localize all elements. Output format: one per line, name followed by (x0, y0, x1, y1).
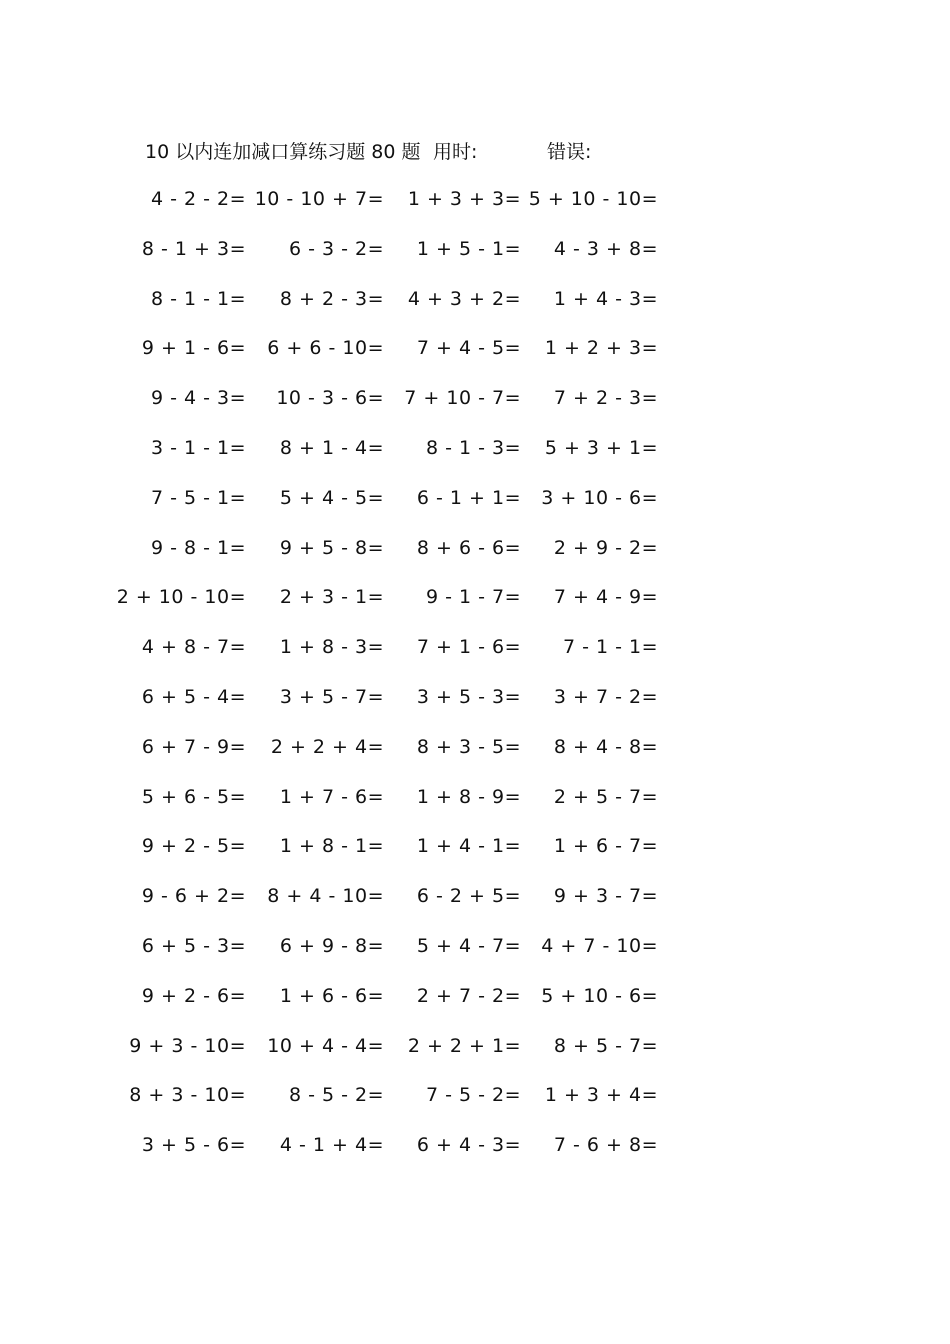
math-problem: 5 + 6 - 5= (141, 786, 246, 808)
math-problem: 2 + 5 - 7= (553, 786, 658, 808)
math-problem: 6 - 3 - 2= (288, 238, 384, 260)
math-problem: 7 + 4 - 5= (416, 337, 521, 359)
math-problem: 8 - 1 - 3= (425, 437, 521, 459)
math-problem: 8 + 1 - 4= (279, 437, 384, 459)
math-problem: 8 - 1 - 1= (150, 288, 246, 310)
math-problem: 10 - 10 + 7= (254, 188, 384, 210)
math-problem: 7 - 5 - 1= (150, 487, 246, 509)
math-problem: 3 + 7 - 2= (553, 686, 658, 708)
math-problem: 8 - 1 + 3= (141, 238, 246, 260)
math-problem: 4 - 2 - 2= (150, 188, 246, 210)
math-problem: 1 + 7 - 6= (279, 786, 384, 808)
math-problem: 2 + 9 - 2= (553, 537, 658, 559)
math-problem: 7 + 1 - 6= (416, 636, 521, 658)
math-problem: 6 - 1 + 1= (416, 487, 521, 509)
math-problem: 5 + 10 - 6= (541, 985, 658, 1007)
math-problem: 6 + 7 - 9= (141, 736, 246, 758)
math-problem: 3 + 5 - 3= (416, 686, 521, 708)
time-used-label: 用时: (433, 141, 478, 163)
math-problem: 1 + 6 - 7= (553, 835, 658, 857)
math-problem: 3 - 1 - 1= (150, 437, 246, 459)
math-problem: 5 + 3 + 1= (544, 437, 658, 459)
math-problem: 8 + 2 - 3= (279, 288, 384, 310)
math-problem: 1 + 2 + 3= (544, 337, 658, 359)
error-count-label: 错误: (547, 141, 592, 163)
math-problem: 6 + 5 - 4= (141, 686, 246, 708)
math-problem: 8 + 6 - 6= (416, 537, 521, 559)
math-problem: 9 - 4 - 3= (150, 387, 246, 409)
math-problem: 6 + 9 - 8= (279, 935, 384, 957)
math-problem: 3 + 10 - 6= (541, 487, 658, 509)
math-problem: 9 - 6 + 2= (141, 885, 246, 907)
math-problem: 4 - 3 + 8= (553, 238, 658, 260)
math-problem: 6 + 5 - 3= (141, 935, 246, 957)
math-problem: 7 - 1 - 1= (562, 636, 658, 658)
math-problem: 1 + 8 - 9= (416, 786, 521, 808)
math-problem: 10 - 3 - 6= (276, 387, 384, 409)
math-problem: 9 + 3 - 10= (129, 1035, 246, 1057)
math-problem: 9 - 8 - 1= (150, 537, 246, 559)
math-problem: 2 + 10 - 10= (116, 586, 246, 608)
math-problem: 7 + 10 - 7= (404, 387, 521, 409)
math-problem: 6 + 6 - 10= (267, 337, 384, 359)
math-problem: 8 + 3 - 5= (416, 736, 521, 758)
math-problem: 4 + 8 - 7= (141, 636, 246, 658)
math-problem: 2 + 2 + 1= (407, 1035, 521, 1057)
math-problem: 6 + 4 - 3= (416, 1134, 521, 1156)
math-problem: 7 + 4 - 9= (553, 586, 658, 608)
math-problem: 8 + 3 - 10= (129, 1084, 246, 1106)
math-problem: 3 + 5 - 6= (141, 1134, 246, 1156)
math-problem: 1 + 8 - 3= (279, 636, 384, 658)
math-problem: 5 + 10 - 10= (528, 188, 658, 210)
math-problem: 1 + 8 - 1= (279, 835, 384, 857)
math-problem: 7 - 5 - 2= (425, 1084, 521, 1106)
math-problem: 8 + 5 - 7= (553, 1035, 658, 1057)
math-problem: 1 + 3 + 3= (407, 188, 521, 210)
math-problem: 6 - 2 + 5= (416, 885, 521, 907)
math-problem: 5 + 4 - 7= (416, 935, 521, 957)
math-problem: 4 - 1 + 4= (279, 1134, 384, 1156)
math-problem: 3 + 5 - 7= (279, 686, 384, 708)
math-problem: 9 + 5 - 8= (279, 537, 384, 559)
math-problem: 8 - 5 - 2= (288, 1084, 384, 1106)
math-problem: 4 + 3 + 2= (407, 288, 521, 310)
math-problem: 9 + 1 - 6= (141, 337, 246, 359)
math-problem: 9 + 2 - 6= (141, 985, 246, 1007)
math-problem: 9 + 3 - 7= (553, 885, 658, 907)
math-problem: 8 + 4 - 10= (267, 885, 384, 907)
math-problem: 9 - 1 - 7= (425, 586, 521, 608)
math-problem: 9 + 2 - 5= (141, 835, 246, 857)
math-problem: 1 + 6 - 6= (279, 985, 384, 1007)
math-problem: 2 + 2 + 4= (270, 736, 384, 758)
math-problem: 1 + 4 - 3= (553, 288, 658, 310)
math-problem: 1 + 5 - 1= (416, 238, 521, 260)
math-problem: 2 + 7 - 2= (416, 985, 521, 1007)
math-problem: 8 + 4 - 8= (553, 736, 658, 758)
math-problem: 2 + 3 - 1= (279, 586, 384, 608)
math-problem: 10 + 4 - 4= (267, 1035, 384, 1057)
worksheet-title: 10 以内连加减口算练习题 80 题 (145, 141, 421, 163)
math-problem: 7 - 6 + 8= (553, 1134, 658, 1156)
math-problem: 1 + 4 - 1= (416, 835, 521, 857)
math-problem: 4 + 7 - 10= (541, 935, 658, 957)
math-problem: 5 + 4 - 5= (279, 487, 384, 509)
math-problem: 1 + 3 + 4= (544, 1084, 658, 1106)
math-problem: 7 + 2 - 3= (553, 387, 658, 409)
